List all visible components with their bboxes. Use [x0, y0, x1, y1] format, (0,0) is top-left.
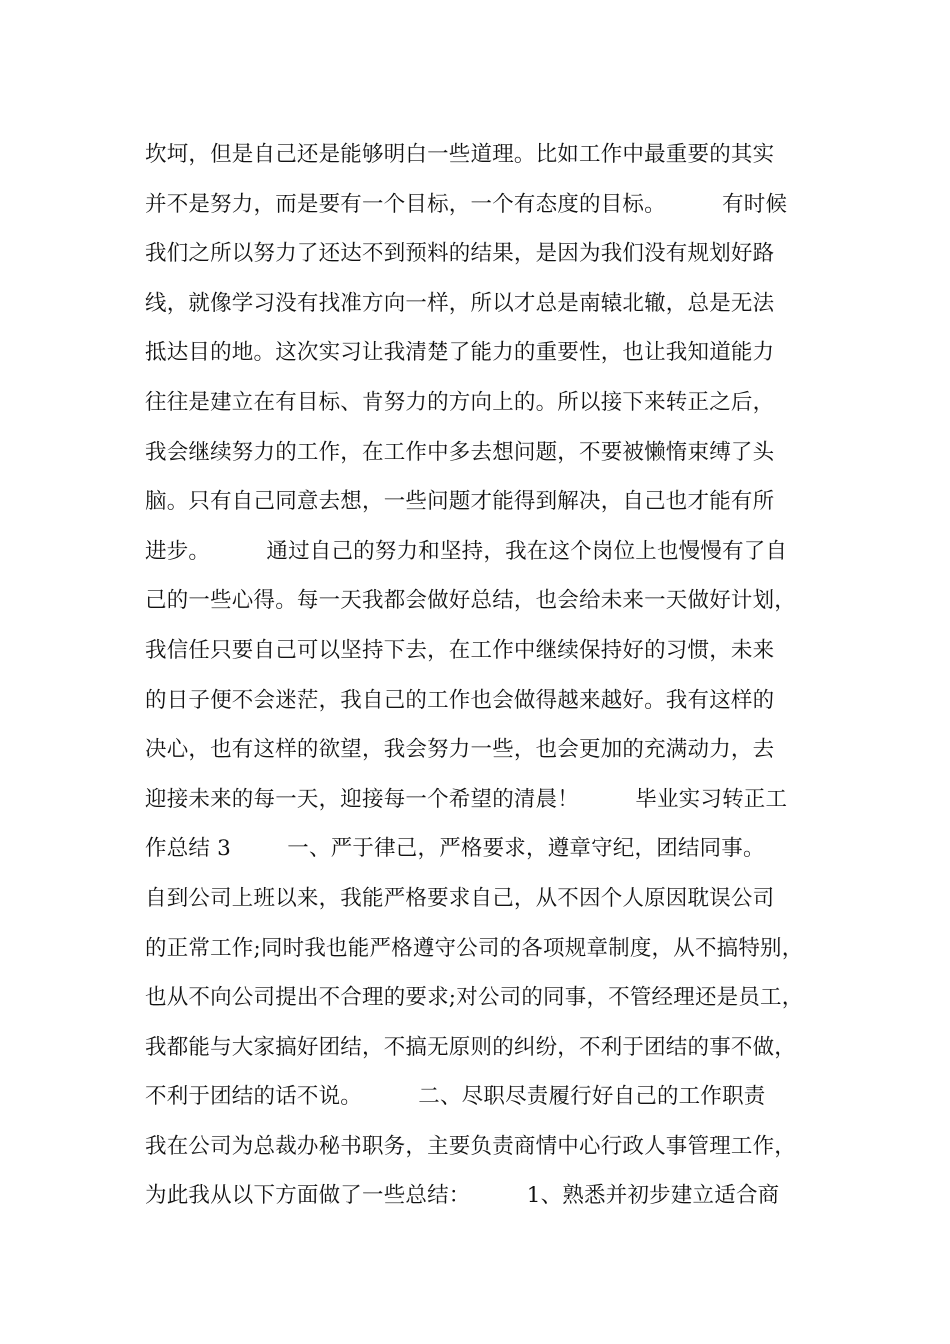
text-line: 线，就像学习没有找准方向一样，所以才总是南辕北辙，总是无法 [145, 290, 775, 316]
text-line: 抵达目的地。这次实习让我清楚了能力的重要性，也让我知道能力 [145, 340, 775, 366]
text-line: 为此我从以下方面做了一些总结： 1、熟悉并初步建立适合商 [145, 1183, 780, 1209]
text-line: 迎接未来的每一天，迎接每一个希望的清晨！ 毕业实习转正工 [145, 786, 788, 812]
text-line: 己的一些心得。每一天我都会做好总结，也会给未来一天做好计划， [145, 588, 797, 614]
text-line: 我都能与大家搞好团结，不搞无原则的纠纷，不利于团结的事不做， [145, 1034, 797, 1060]
text-line: 决心，也有这样的欲望，我会努力一些，也会更加的充满动力，去 [145, 737, 775, 763]
text-line: 脑。只有自己同意去想，一些问题才能得到解决，自己也才能有所 [145, 489, 775, 515]
body-text [145, 130, 825, 1221]
text-line: 并不是努力，而是要有一个目标，一个有态度的目标。 有时候 [145, 191, 788, 217]
text-line: 坎坷，但是自己还是能够明白一些道理。比如工作中最重要的其实 [145, 142, 775, 167]
text-line: 作总结 3 一、严于律己，严格要求，遵章守纪，团结同事。 [145, 836, 765, 862]
text-line: 我在公司为总裁办秘书职务，主要负责商情中心行政人事管理工作， [145, 1133, 797, 1159]
text-line: 也从不向公司提出不合理的要求;对公司的同事，不管经理还是员工， [145, 985, 804, 1011]
text-line: 的正常工作;同时我也能严格遵守公司的各项规章制度，从不搞特别， [145, 935, 804, 961]
text-line: 我们之所以努力了还达不到预料的结果，是因为我们没有规划好路 [145, 241, 775, 267]
text-line: 我会继续努力的工作，在工作中多去想问题，不要被懒惰束缚了头 [145, 439, 775, 465]
text-line: 往往是建立在有目标、肯努力的方向上的。所以接下来转正之后， [145, 389, 775, 415]
text-line: 自到公司上班以来，我能严格要求自己，从不因个人原因耽误公司 [145, 885, 775, 911]
text-line: 我信任只要自己可以坚持下去，在工作中继续保持好的习惯，未来 [145, 637, 775, 663]
text-line: 的日子便不会迷茫，我自己的工作也会做得越来越好。我有这样的 [145, 687, 775, 713]
text-line: 不利于团结的话不说。 二、尽职尽责履行好自己的工作职责 [145, 1084, 766, 1110]
text-line: 进步。 通过自己的努力和坚持，我在这个岗位上也慢慢有了自 [145, 538, 788, 564]
